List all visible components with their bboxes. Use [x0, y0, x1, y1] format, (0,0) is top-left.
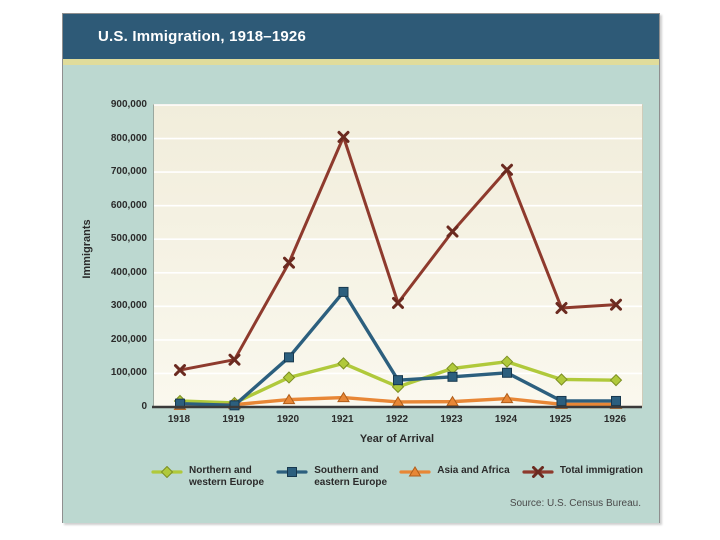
y-tick-label: 400,000	[110, 266, 147, 278]
data-point	[503, 368, 512, 377]
data-point	[338, 358, 349, 369]
x-tick-label: 1920	[276, 414, 300, 425]
data-point	[502, 356, 513, 367]
data-point	[612, 396, 621, 405]
legend-label: Southern and eastern Europe	[314, 465, 388, 488]
data-point	[285, 353, 294, 362]
data-point	[339, 287, 348, 296]
data-point	[448, 372, 457, 381]
y-tick-label: 900,000	[110, 99, 147, 110]
y-tick-label: 700,000	[110, 166, 147, 178]
y-tick-label: 300,000	[110, 300, 147, 312]
chart-canvas	[154, 105, 642, 407]
x-tick-label: 1921	[331, 414, 354, 425]
x-tick-label: 1919	[222, 414, 245, 425]
diamond-marker-icon	[151, 466, 183, 478]
data-point	[611, 375, 622, 386]
x-tick-label: 1924	[494, 414, 518, 425]
y-tick-label: 800,000	[110, 132, 147, 144]
y-tick-label: 200,000	[110, 333, 147, 345]
legend-item-asia-and-africa	[399, 465, 509, 478]
source-note: Source: U.S. Census Bureau.	[509, 498, 641, 509]
x-marker-icon	[522, 466, 554, 478]
chart-title-bar	[63, 14, 659, 59]
chart-panel	[63, 65, 659, 523]
x-tick-label: 1926	[603, 414, 627, 425]
y-tick-label: 0	[141, 401, 147, 412]
square-marker-icon	[276, 466, 308, 478]
chart-figure	[62, 13, 660, 523]
y-tick-label: 100,000	[110, 367, 147, 379]
plot-area	[153, 104, 643, 407]
data-point	[448, 227, 457, 236]
legend-item-southern-and-eastern-europe	[276, 465, 387, 489]
x-axis-title: Year of Arrival	[359, 433, 435, 445]
legend-item-northern-and-western-europe	[151, 465, 264, 489]
legend-label: Northern and western Europe	[189, 465, 265, 488]
data-point	[556, 374, 567, 385]
x-tick-label: 1918	[167, 414, 191, 425]
y-tick-label: 500,000	[110, 233, 147, 245]
x-tick-label: 1923	[440, 414, 463, 425]
chart-legend	[151, 465, 643, 489]
data-point	[557, 396, 566, 405]
y-axis-title: Immigrants	[81, 219, 93, 279]
chart-title: U.S. Immigration, 1918–1926	[98, 28, 306, 45]
legend-item-total-immigration	[522, 465, 643, 478]
data-point	[394, 376, 403, 385]
legend-label: Asia and Africa	[437, 465, 510, 476]
x-tick-label: 1925	[549, 414, 572, 425]
x-tick-label: 1922	[385, 414, 409, 425]
y-tick-label: 600,000	[110, 199, 147, 211]
triangle-marker-icon	[399, 466, 431, 478]
legend-label: Total immigration	[559, 465, 643, 476]
data-point	[230, 401, 239, 410]
